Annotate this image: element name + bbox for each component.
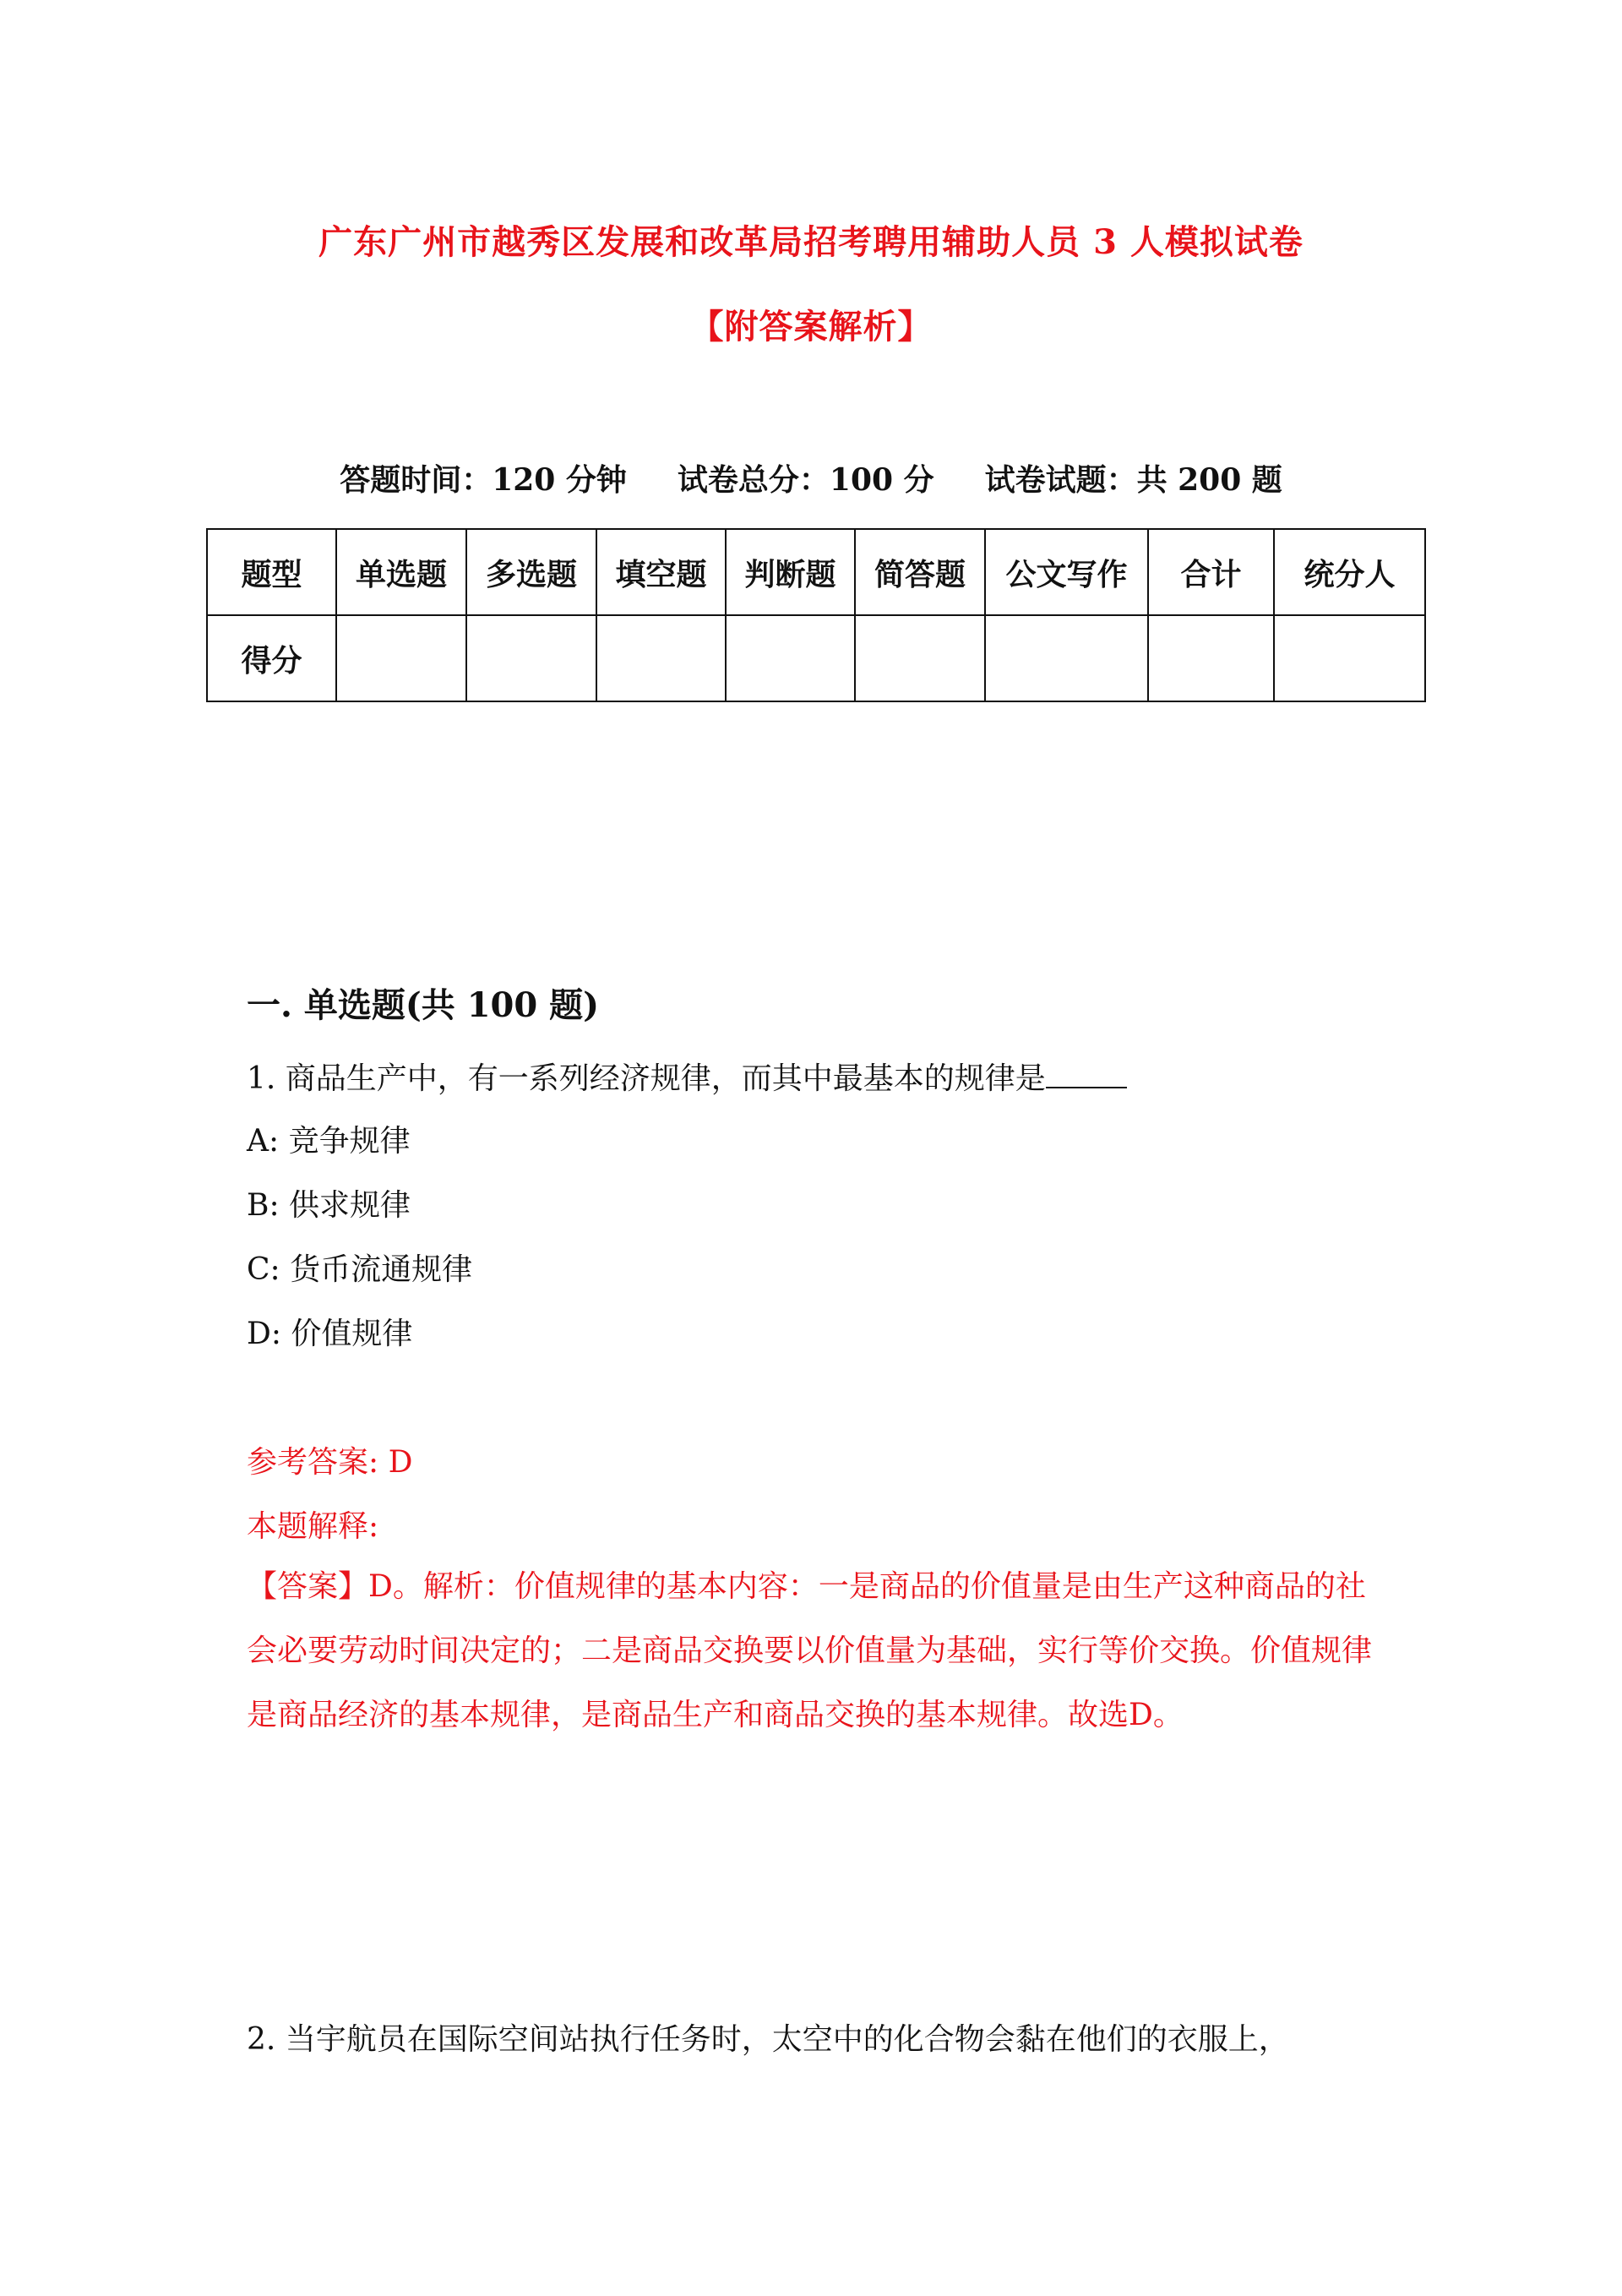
score-table-header-row (207, 529, 1425, 615)
document-title-line2: 【附答案解析】 (689, 307, 933, 346)
question-1-explain-label: 本题解释: (247, 1509, 379, 1544)
question-2-stem: 2. 当宇航员在国际空间站执行任务时，太空中的化合物会黏在他们的衣服上， (247, 2022, 1289, 2057)
score-table-header-cell: 单选题 (336, 529, 466, 615)
score-table-header-cell: 公文写作 (985, 529, 1148, 615)
score-table (206, 528, 1426, 702)
question-1-option-b: B: 供求规律 (247, 1188, 411, 1223)
exam-question-count: 试卷试题：共 200 题 (984, 462, 1282, 498)
score-table-score-row (207, 615, 1425, 701)
question-1-stem (247, 1055, 1127, 1098)
question-1-option-c: C: 货币流通规律 (247, 1252, 473, 1287)
exam-time: 答题时间：120 分钟 (340, 462, 627, 498)
score-row-label: 得分 (207, 615, 336, 701)
question-1-explanation: 【答案】D。解析：价值规律的基本内容：一是商品的价值量是由生产这种商品的社会必要劳动时间决定的；二是商品交换要以价值量为基础，实行等价交换。价值规律是商品经济的基本规律，是商品生产和商品交换的基本规律。故选D。 (247, 1569, 1373, 1732)
score-table-header-cell: 判断题 (726, 529, 855, 615)
score-table-header-cell: 题型 (207, 529, 336, 615)
score-table-header-cell: 填空题 (596, 529, 726, 615)
score-table-header-cell: 统分人 (1274, 529, 1425, 615)
score-table-header-cell: 合计 (1148, 529, 1274, 615)
score-table-header-cell: 简答题 (855, 529, 985, 615)
section-title: 一. 单选题(共 100 题) (247, 985, 600, 1025)
score-cell (466, 615, 596, 701)
exam-meta (0, 456, 1622, 499)
question-stem-text: 1. 商品生产中，有一系列经济规律，而其中最基本的规律是 (247, 1061, 1046, 1096)
question-1-option-d: D: 价值规律 (247, 1317, 413, 1351)
question-1-answer: 参考答案: D (247, 1445, 413, 1480)
answer-blank (1046, 1061, 1127, 1088)
document-title-line1: 广东广州市越秀区发展和改革局招考聘用辅助人员 3 人模拟试卷 (318, 222, 1304, 262)
score-cell (855, 615, 985, 701)
score-cell (336, 615, 466, 701)
score-cell (726, 615, 855, 701)
score-cell (985, 615, 1148, 701)
score-cell (1274, 615, 1425, 701)
question-1-option-a: A: 竞争规律 (247, 1124, 411, 1159)
score-table-header-cell: 多选题 (466, 529, 596, 615)
exam-total-score: 试卷总分：100 分 (677, 462, 934, 498)
score-cell (596, 615, 726, 701)
score-cell (1148, 615, 1274, 701)
